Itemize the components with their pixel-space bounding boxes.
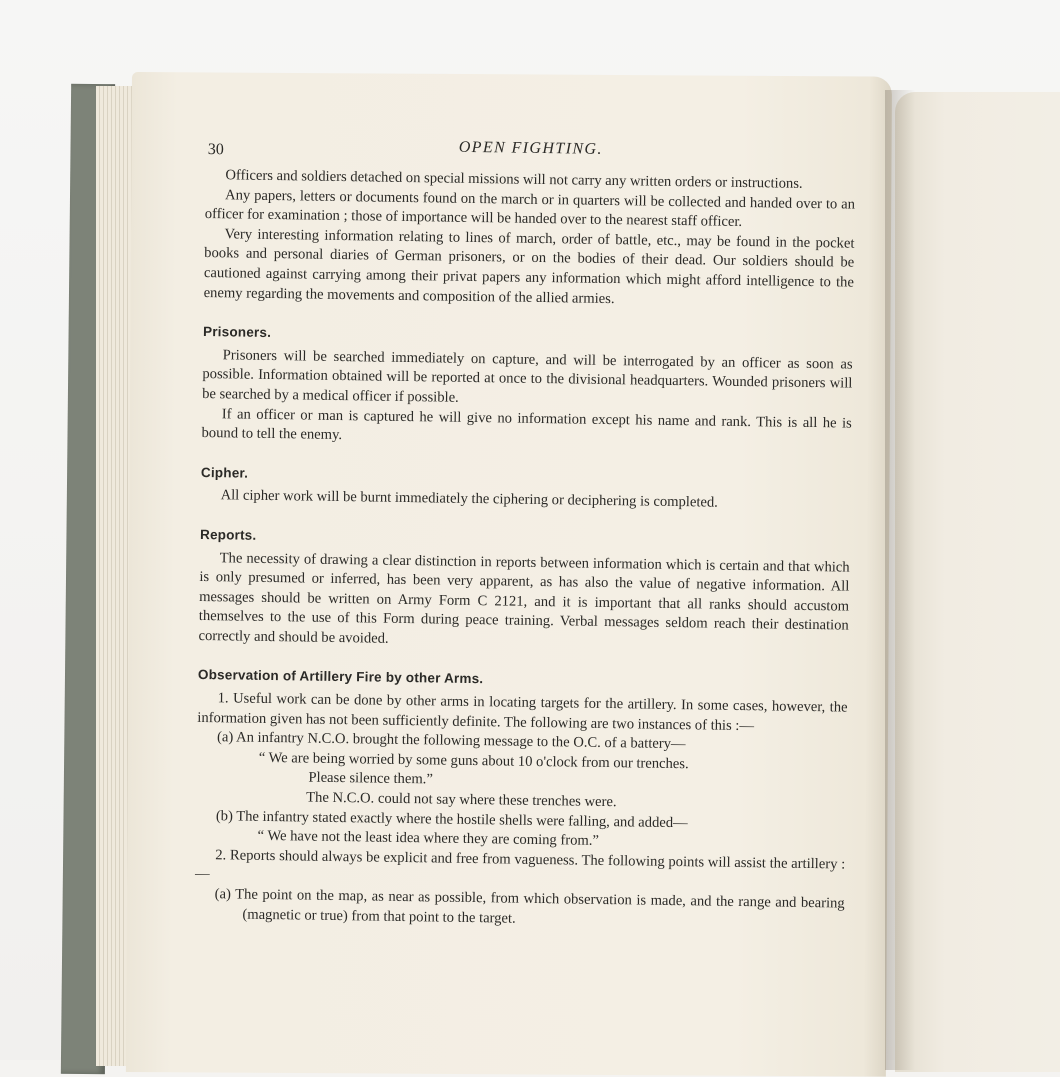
book-gutter (885, 90, 915, 1070)
observation-item-2: 2. Reports should always be explicit and free from vagueness. The following points will assist the artillery :— (194, 847, 846, 883)
section-heading-observation: Observation of Artillery Fire by other Arms. (197, 667, 484, 687)
observation-note: The N.C.O. could not say where these trenches were. (306, 789, 617, 811)
facing-page (895, 92, 1060, 1072)
page-number: 30 (207, 141, 224, 159)
running-title: OPEN FIGHTING. (458, 138, 603, 158)
cipher-paragraph: All cipher work will be burnt immediately the ciphering or deciphering is completed. (220, 487, 718, 511)
observation-item-1a: (a) An infantry N.C.O. brought the following message to the O.C. of a battery— (216, 729, 686, 753)
observation-quote-1-line-2: Please silence them.” (308, 770, 433, 788)
observation-quote-1-line-1: “ We are being worried by some guns about 10 o'clock from our trenches. (258, 749, 689, 773)
observation-item-1b: (b) The infantry stated exactly where the hostile shells were falling, and added— (215, 807, 688, 831)
prisoners-paragraph-2: If an officer or man is captured he will give no information except his name and rank. This is all he is bound to tell the enemy. (201, 405, 852, 444)
observation-quote-2: “ We have not the least idea where they are coming from.” (257, 828, 600, 850)
observation-item-1: 1. Useful work can be done by other arms in locating targets for the artillery. In some cases, however, the information given has not been sufficiently definite. The following are two instances of this :— (197, 690, 848, 734)
observation-item-2a: (a) The point on the map, as near as possible, from which observation is made, and the range and bearing (magnetic or true) from that point to the target. (214, 886, 845, 927)
intro-paragraph-1: Officers and soldiers detached on special missions will not carry any written orders or instructions. (225, 167, 803, 192)
reports-paragraph: The necessity of drawing a clear distinction in reports between information which is certain and that which is only presumed or inferred, has been very apparent, as has also the value of negative information. All messages should be written on Army Form C 2121, and it is important that all ranks should accustom themselves to the use of this Form during peace training. Verbal messages seldom reach their destination correctly and should be avoided. (198, 549, 850, 647)
prisoners-paragraph-1: Prisoners will be searched immediately on capture, and will be interrogated by an officer as soon as possible. Information obtained will be reported at once to the divisional headquarters. Wounded prisoners will be searched by a medical officer if possible. (202, 347, 853, 406)
intro-paragraph-2: Any papers, letters or documents found on the march or in quarters will be collected and handed over to an officer for examination ; those of importance will be handed over to the nearest staff officer. (204, 186, 856, 231)
page-text (194, 134, 856, 934)
section-heading-reports: Reports. (199, 526, 257, 543)
intro-paragraph-3: Very interesting information relating to lines of march, order of battle, etc., may be found in the pocket books and personal diaries of German prisoners, or on the bodies of their dead. Our soldiers should be cautioned against carrying among their privat papers any information which might afford intelligence to the enemy regarding the movements and composition of the allied armies. (203, 226, 855, 307)
section-heading-cipher: Cipher. (200, 464, 249, 481)
section-heading-prisoners: Prisoners. (202, 324, 272, 341)
